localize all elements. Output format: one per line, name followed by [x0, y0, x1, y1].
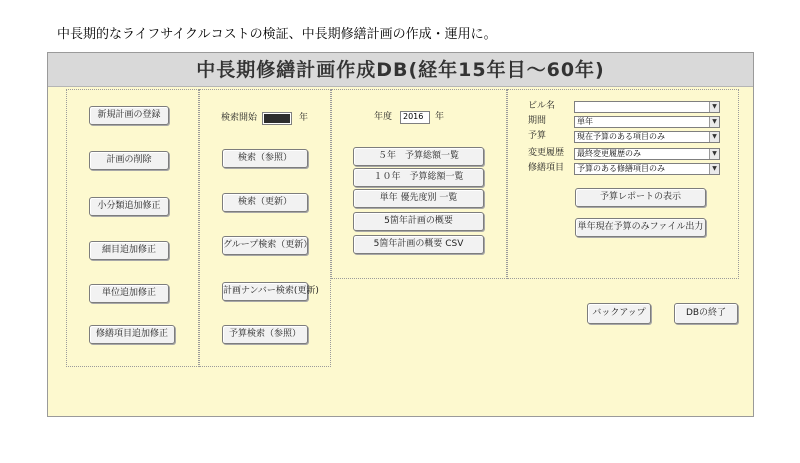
period-select[interactable]	[574, 116, 720, 128]
detail-item-edit-button[interactable]: 細目追加修正	[89, 241, 169, 260]
repair-item-value: 予算のある修繕項目のみ	[577, 164, 665, 173]
search-view-button[interactable]: 検索（参照）	[222, 149, 308, 168]
period-value: 単年	[577, 117, 593, 126]
budget-value: 現在予算のある項目のみ	[577, 132, 665, 141]
single-year-export-button[interactable]: 単年現在予算のみファイル出力	[575, 218, 706, 237]
ten-year-budget-list-button[interactable]: １０年 予算総額一覧	[353, 168, 484, 187]
masked-value	[264, 114, 290, 123]
chevron-down-icon[interactable]: ▼	[709, 102, 719, 112]
five-year-plan-csv-button[interactable]: 5箇年計画の概要 CSV	[353, 235, 484, 254]
change-history-select[interactable]	[574, 148, 720, 160]
app-window	[47, 52, 754, 417]
budget-select[interactable]	[574, 131, 720, 143]
repair-item-edit-button[interactable]: 修繕項目追加修正	[89, 325, 175, 344]
building-name-label: ビル名	[528, 101, 556, 111]
chevron-down-icon[interactable]: ▼	[709, 132, 719, 142]
budget-search-button[interactable]: 予算検索（参照）	[222, 325, 308, 344]
change-history-value: 最終変更履歴のみ	[577, 149, 641, 158]
fiscal-year-unit: 年	[435, 112, 445, 122]
group-search-update-button[interactable]: グループ検索（更新）	[222, 236, 308, 255]
budget-report-button[interactable]: 予算レポートの表示	[575, 188, 706, 207]
new-plan-button[interactable]: 新規計画の登録	[89, 106, 169, 125]
budget-label: 予算	[528, 131, 547, 141]
fiscal-year-input[interactable]: 2016	[400, 111, 430, 124]
search-start-year-unit: 年	[299, 113, 309, 123]
fiscal-year-label: 年度	[374, 112, 393, 122]
five-year-plan-summary-button[interactable]: 5箇年計画の概要	[353, 212, 484, 231]
change-history-label: 変更履歴	[528, 148, 565, 158]
backup-button[interactable]: バックアップ	[587, 303, 651, 324]
single-year-priority-list-button[interactable]: 単年 優先度別 一覧	[353, 189, 484, 208]
exit-db-button[interactable]: DBの終了	[674, 303, 738, 324]
chevron-down-icon[interactable]: ▼	[709, 164, 719, 174]
search-start-year-input[interactable]	[262, 112, 292, 125]
unit-edit-button[interactable]: 単位追加修正	[89, 284, 169, 303]
plan-number-search-button[interactable]: 計画ナンバー検索(更新)	[222, 282, 308, 301]
chevron-down-icon[interactable]: ▼	[709, 117, 719, 127]
subcategory-edit-button[interactable]: 小分類追加修正	[89, 197, 169, 216]
repair-item-select[interactable]	[574, 163, 720, 175]
page-caption: 中長期的なライフサイクルコストの検証、中長期修繕計画の作成・運用に。	[57, 27, 497, 42]
period-label: 期間	[528, 116, 547, 126]
window-title: 中長期修繕計画作成DB(経年15年目～60年)	[48, 53, 753, 87]
search-update-button[interactable]: 検索（更新）	[222, 193, 308, 212]
building-name-select[interactable]	[574, 101, 720, 113]
delete-plan-button[interactable]: 計画の削除	[89, 151, 169, 170]
chevron-down-icon[interactable]: ▼	[709, 149, 719, 159]
search-start-label: 検索開始	[221, 113, 258, 123]
five-year-budget-list-button[interactable]: ５年 予算総額一覧	[353, 147, 484, 166]
repair-item-label: 修繕項目	[528, 163, 565, 173]
